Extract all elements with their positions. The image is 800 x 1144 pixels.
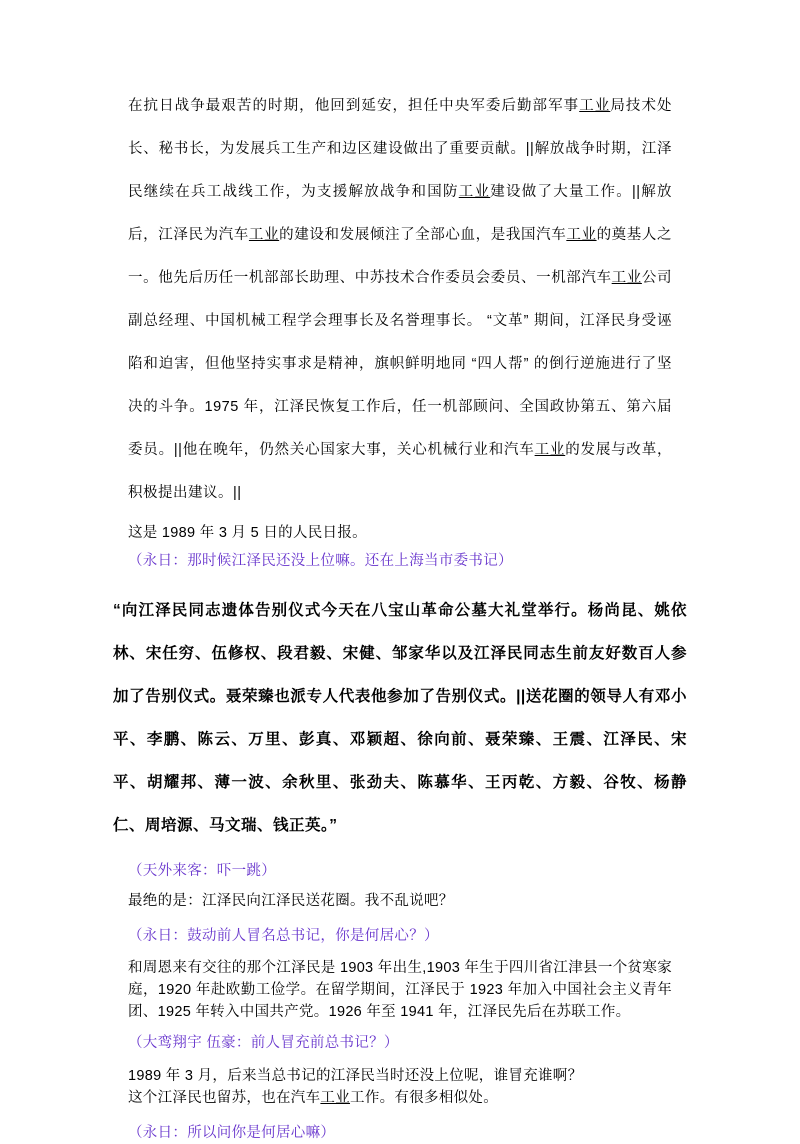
text-segment: 公司副总经理、中国机械工程学会理事长及名誉理事长。 “文革” 期间，江泽民身受诬陷和迫害，但他坚持实事求是精神，旗帜鲜明地同 “四人帮” 的倒行逆施进行了坚决的斗争。1975 年，江泽民恢复工作后，任一机部顾问、全国政协第五、第六届委员。||他在晚年，仍然关心国家大事，关心机械行业和汽车 bbox=[128, 270, 673, 458]
comment-yongri-2: （永日：鼓动前人冒名总书记，你是何居心？） bbox=[128, 928, 439, 944]
text-segment: 的发展与改革，积极提出建议。|| bbox=[128, 442, 673, 501]
retort-line-1: 1989 年 3 月，后来当总书记的江泽民当时还没上位呢，谁冒充谁啊？ bbox=[128, 1068, 583, 1084]
underlined-keyword: 工业 bbox=[611, 270, 642, 286]
text-segment: 的奠基人之一。他先后历任一机部部长助理、中苏技术合作委员会委员、一机部汽车 bbox=[128, 227, 673, 286]
retort-line-2 bbox=[128, 1087, 672, 1109]
text-segment: 局技术处长、秘书长，为发展兵工生产和边区建设做出了重要贡献。||解放战争时期，江泽民继续在兵工战线工作，为支援解放战争和国防 bbox=[128, 98, 673, 200]
bio-paragraph bbox=[128, 85, 672, 515]
underlined-keyword: 工业 bbox=[458, 184, 491, 200]
comment-yongri-1: （永日：那时候江泽民还没上位嘛。还在上海当市委书记） bbox=[128, 553, 513, 569]
text-segment: 建设做了大量工作。||解放后，江泽民为汽车 bbox=[128, 184, 673, 243]
underlined-keyword: 工业 bbox=[320, 1090, 351, 1106]
underlined-keyword: 工业 bbox=[579, 98, 611, 114]
comment-daluanxiangyu-wuhao: （大鸾翔宇 伍豪：前人冒充前总书记？） bbox=[128, 1035, 399, 1051]
zuijue-line: 最绝的是：江泽民向江泽民送花圈。我不乱说吧？ bbox=[128, 893, 454, 909]
text-segment: 这个江泽民也留苏，也在汽车 bbox=[128, 1090, 321, 1106]
renmin-ribao-date-line: 这是 1989 年 3 月 5 日的人民日报。 bbox=[128, 525, 367, 541]
jiang-1903-paragraph: 和周恩来有交往的那个江泽民是 1903 年出生,1903 年生于四川省江津县一个贫寒家庭，1920 年赴欧勤工俭学。在留学期间，江泽民于 1923 年加入中国社会主义青年团、1925 年转入中国共产党。1926 年至 1941 年，江泽民先后在苏联工作。 bbox=[128, 960, 672, 1020]
comment-tianwailaike: （天外来客：吓一跳） bbox=[128, 863, 276, 879]
retort-paragraph bbox=[128, 1065, 672, 1109]
text-segment: 在抗日战争最艰苦的时期，他回到延安，担任中央军委后勤部军事 bbox=[128, 98, 580, 114]
text-segment: 的建设和发展倾注了全部心血，是我国汽车 bbox=[279, 227, 567, 243]
underlined-keyword: 工业 bbox=[534, 442, 566, 458]
obituary-bold-quote: “向江泽民同志遗体告别仪式今天在八宝山革命公墓大礼堂举行。杨尚昆、姚依林、宋任穷、伍修权、段君毅、宋健、邹家华以及江泽民同志生前友好数百人参加了告别仪式。聂荣臻也派专人代表他参加了告别仪式。||送花圈的领导人有邓小平、李鹏、陈云、万里、彭真、邓颖超、徐向前、聂荣臻、王震、江泽民、宋平、胡耀邦、薄一波、余秋里、张劲夫、陈慕华、王丙乾、方毅、谷牧、杨静仁、周培源、马文瑞、钱正英。” bbox=[113, 602, 687, 834]
comment-yongri-3: （永日：所以问你是何居心嘛） bbox=[128, 1125, 336, 1141]
underlined-keyword: 工业 bbox=[248, 227, 280, 243]
text-segment: 工作。有很多相似处。 bbox=[350, 1090, 499, 1106]
underlined-keyword: 工业 bbox=[566, 227, 597, 243]
